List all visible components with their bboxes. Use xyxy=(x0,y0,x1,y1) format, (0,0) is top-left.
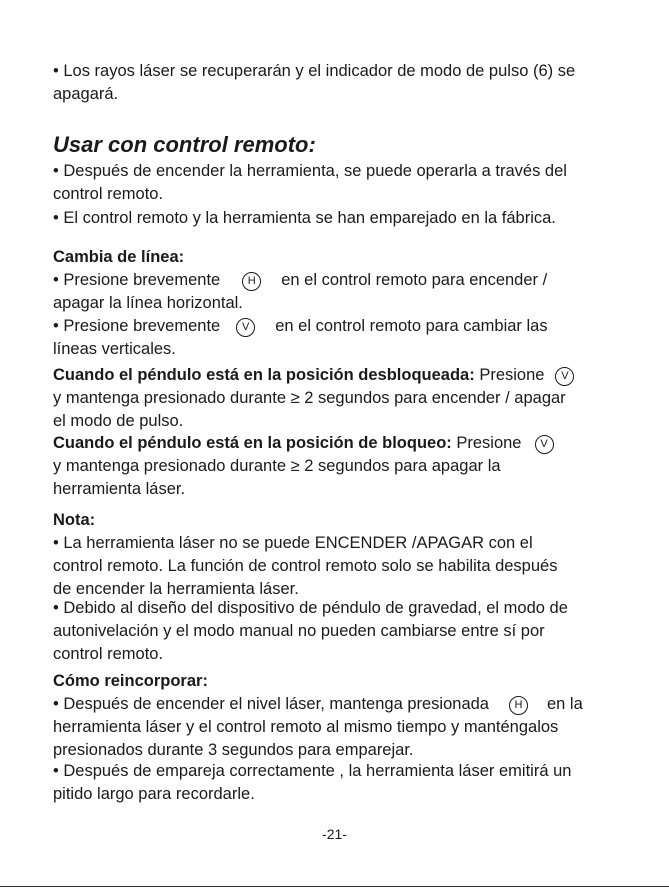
text-line: apagar la línea horizontal. xyxy=(53,294,243,312)
subheading-note: Nota: xyxy=(53,511,96,529)
text-line: y mantenga presionado durante ≥ 2 segundos para encender / apagar xyxy=(53,389,566,407)
text-line: control remoto. xyxy=(53,185,164,203)
text-line: herramienta láser. xyxy=(53,480,186,498)
paragraph-long-beep xyxy=(53,760,628,806)
text-line: el modo de pulso. xyxy=(53,412,184,430)
section-change-line xyxy=(53,246,628,315)
text-fragment: en la xyxy=(546,695,583,713)
text-line: control remoto. La función de control remoto solo se habilita después xyxy=(53,557,558,575)
bold-lead: Cuando el péndulo está en la posición de bloqueo: xyxy=(53,434,452,452)
text-line: y mantenga presionado durante ≥ 2 segundos para apagar la xyxy=(53,457,501,475)
bold-lead: Cuando el péndulo está en la posición desbloqueada: xyxy=(53,366,475,384)
text-line: presionados durante 3 segundos para emparejar. xyxy=(53,741,414,759)
paragraph-gravity-pendulum xyxy=(53,597,628,666)
section-repair xyxy=(53,670,628,762)
text-line: • La herramienta láser no se puede ENCENDER /APAGAR con el xyxy=(53,534,533,552)
text-line: de encender la herramienta láser. xyxy=(53,580,299,598)
text-line: • Debido al diseño del dispositivo de péndulo de gravedad, el modo de xyxy=(53,599,568,617)
text-line xyxy=(53,364,628,387)
text-line: • El control remoto y la herramienta se han emparejado en la fábrica. xyxy=(53,209,556,227)
text-line: autonivelación y el modo manual no pueden cambiarse entre sí por xyxy=(53,622,545,640)
paragraph-locked-pendulum xyxy=(53,432,628,501)
text-line: • Los rayos láser se recuperarán y el indicador de modo de pulso (6) se xyxy=(53,62,576,80)
text-line: líneas verticales. xyxy=(53,340,176,358)
section-title: Usar con control remoto: xyxy=(53,132,316,157)
subheading-repair: Cómo reincorporar: xyxy=(53,672,208,690)
paragraph-vertical-lines xyxy=(53,315,628,361)
subheading-change-line: Cambia de línea: xyxy=(53,248,185,266)
text-line xyxy=(53,315,628,338)
h-button-icon: H xyxy=(242,272,261,291)
text-fragment: • Presione brevemente xyxy=(53,317,221,335)
h-button-icon: H xyxy=(509,696,528,715)
v-button-icon: V xyxy=(555,367,574,386)
text-line: control remoto. xyxy=(53,645,164,663)
text-line xyxy=(53,693,628,716)
text-fragment: • Presione brevemente xyxy=(53,271,221,289)
text-fragment: en el control remoto para cambiar las xyxy=(275,317,548,335)
text-fragment: Presione xyxy=(451,434,522,452)
paragraph-factory-pairing xyxy=(53,207,628,230)
v-button-icon: V xyxy=(236,318,255,337)
page-number: -21- xyxy=(322,826,347,842)
text-line: • Después de empareja correctamente , la herramienta láser emitirá un xyxy=(53,762,572,780)
text-fragment: en el control remoto para encender / xyxy=(281,271,548,289)
paragraph-laser-recovery xyxy=(53,60,628,106)
text-fragment: Presione xyxy=(474,366,545,384)
text-line xyxy=(53,269,628,292)
paragraph-remote-operation xyxy=(53,160,628,206)
bottom-divider xyxy=(0,886,669,887)
v-button-icon: V xyxy=(535,435,554,454)
text-line: pitido largo para recordarle. xyxy=(53,785,255,803)
text-line: herramienta láser y el control remoto al mismo tiempo y manténgalos xyxy=(53,718,559,736)
text-line: • Después de encender la herramienta, se puede operarla a través del xyxy=(53,162,567,180)
text-line xyxy=(53,432,628,455)
text-line: apagará. xyxy=(53,85,119,103)
paragraph-unlocked-pendulum xyxy=(53,364,628,433)
section-note xyxy=(53,509,628,601)
text-fragment: • Después de encender el nivel láser, mantenga presionada xyxy=(53,695,489,713)
